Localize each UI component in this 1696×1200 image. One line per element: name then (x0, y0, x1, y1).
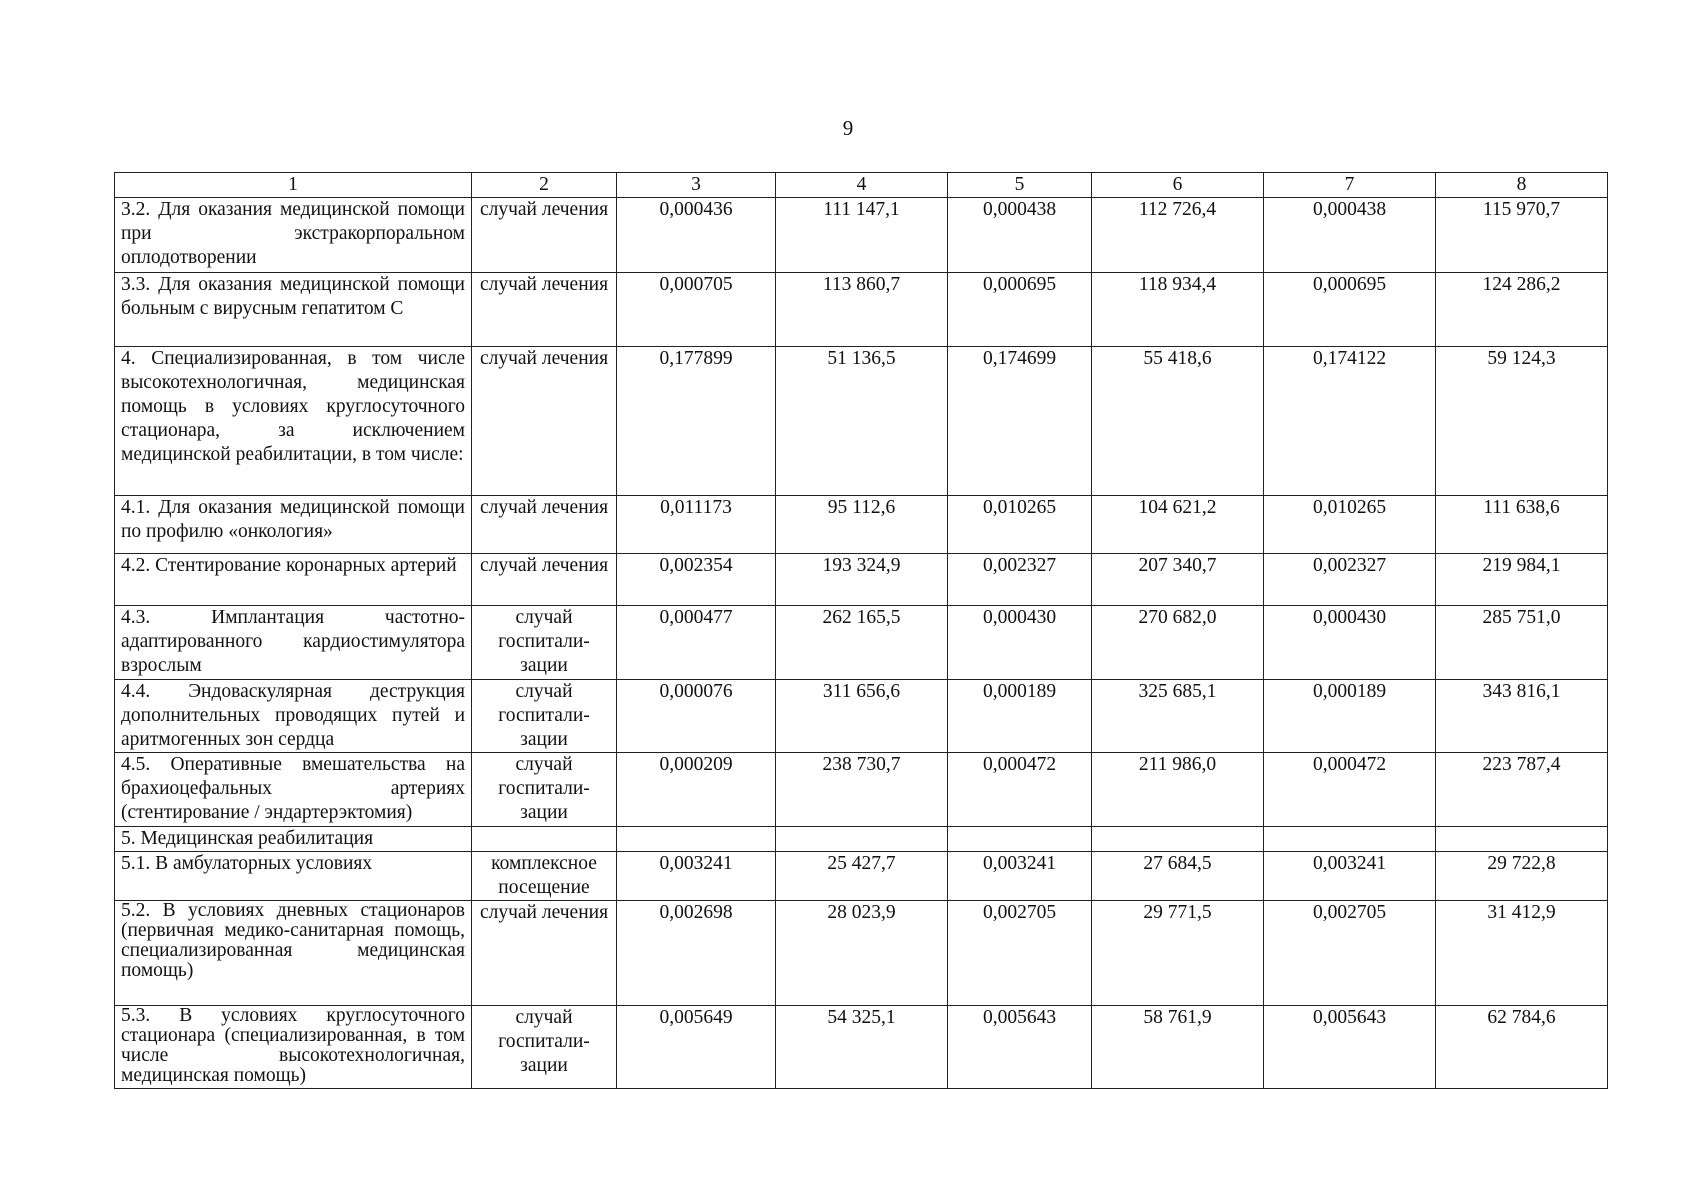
value-cell: 0,005649 (617, 1006, 776, 1089)
header-cell: 3 (617, 173, 776, 198)
table-row (115, 198, 1608, 273)
value-cell: 0,000209 (617, 753, 776, 827)
value-cell: 0,002327 (1264, 554, 1436, 606)
value-cell: 0,000472 (1264, 753, 1436, 827)
value-cell: 0,000705 (617, 273, 776, 347)
value-cell: 223 787,4 (1436, 753, 1608, 827)
value-cell: 31 412,9 (1436, 901, 1608, 1006)
row-unit-cell (472, 827, 617, 852)
row-unit-cell: случай госпитали-зации (472, 753, 617, 827)
value-cell: 0,000695 (948, 273, 1092, 347)
value-cell: 111 147,1 (776, 198, 948, 273)
value-cell: 55 418,6 (1092, 347, 1264, 496)
value-cell: 0,010265 (1264, 496, 1436, 554)
row-unit-cell: случай лечения (472, 273, 617, 347)
header-cell: 1 (115, 173, 472, 198)
table-row (115, 273, 1608, 347)
value-cell: 0,000430 (1264, 606, 1436, 680)
row-name-cell: 5.1. В амбулаторных условиях (115, 852, 472, 901)
value-cell: 27 684,5 (1092, 852, 1264, 901)
value-cell: 0,000695 (1264, 273, 1436, 347)
row-unit-cell: случай лечения (472, 554, 617, 606)
row-unit-cell: случай госпитали-зации (472, 1006, 617, 1089)
row-name-cell: 4.3. Имплантация частотно-адаптированного кардиостимулятора взрослым (115, 606, 472, 680)
value-cell: 238 730,7 (776, 753, 948, 827)
value-cell: 0,002705 (1264, 901, 1436, 1006)
row-unit-cell: случай лечения (472, 901, 617, 1006)
value-cell: 262 165,5 (776, 606, 948, 680)
value-cell: 0,002327 (948, 554, 1092, 606)
value-cell: 59 124,3 (1436, 347, 1608, 496)
table-header-row (115, 173, 1608, 198)
table-row (115, 606, 1608, 680)
value-cell: 29 722,8 (1436, 852, 1608, 901)
value-cell: 111 638,6 (1436, 496, 1608, 554)
value-cell: 58 761,9 (1092, 1006, 1264, 1089)
value-cell: 25 427,7 (776, 852, 948, 901)
table-body (115, 173, 1608, 1089)
value-cell: 54 325,1 (776, 1006, 948, 1089)
value-cell: 0,005643 (948, 1006, 1092, 1089)
value-cell (1264, 827, 1436, 852)
row-unit-cell: случай лечения (472, 496, 617, 554)
value-cell: 0,003241 (1264, 852, 1436, 901)
value-cell: 51 136,5 (776, 347, 948, 496)
header-cell: 2 (472, 173, 617, 198)
row-name-cell: 4.2. Стентирование коронарных артерий (115, 554, 472, 606)
row-name-cell: 4.4. Эндоваскулярная деструкция дополнительных проводящих путей и аритмогенных зон сердца (115, 680, 472, 753)
header-cell: 4 (776, 173, 948, 198)
value-cell: 0,000477 (617, 606, 776, 680)
value-cell: 343 816,1 (1436, 680, 1608, 753)
value-cell: 0,010265 (948, 496, 1092, 554)
value-cell: 0,011173 (617, 496, 776, 554)
value-cell: 95 112,6 (776, 496, 948, 554)
table-row (115, 496, 1608, 554)
table-row (115, 753, 1608, 827)
value-cell: 112 726,4 (1092, 198, 1264, 273)
header-cell: 6 (1092, 173, 1264, 198)
row-name-cell: 5.3. В условиях круглосуточного стационара (специализированная, в том числе высокотехнологичная, медицинская помощь) (115, 1006, 472, 1089)
value-cell: 28 023,9 (776, 901, 948, 1006)
row-name-cell: 5. Медицинская реабилитация (115, 827, 472, 852)
value-cell: 325 685,1 (1092, 680, 1264, 753)
value-cell: 113 860,7 (776, 273, 948, 347)
row-unit-cell: комплексное посещение (472, 852, 617, 901)
row-unit-cell: случай лечения (472, 347, 617, 496)
table-row (115, 827, 1608, 852)
table-row (115, 1006, 1608, 1089)
row-name-cell: 4.1. Для оказания медицинской помощи по профилю «онкология» (115, 496, 472, 554)
value-cell (1436, 827, 1608, 852)
row-name-cell: 3.3. Для оказания медицинской помощи больным с вирусным гепатитом С (115, 273, 472, 347)
value-cell: 0,000436 (617, 198, 776, 273)
value-cell: 0,002354 (617, 554, 776, 606)
row-name-cell: 3.2. Для оказания медицинской помощи при экстракорпоральном оплодотворении (115, 198, 472, 273)
value-cell: 0,174122 (1264, 347, 1436, 496)
value-cell: 193 324,9 (776, 554, 948, 606)
table-row (115, 347, 1608, 496)
value-cell: 0,002705 (948, 901, 1092, 1006)
value-cell: 270 682,0 (1092, 606, 1264, 680)
value-cell: 0,000189 (1264, 680, 1436, 753)
value-cell: 311 656,6 (776, 680, 948, 753)
value-cell: 115 970,7 (1436, 198, 1608, 273)
value-cell: 211 986,0 (1092, 753, 1264, 827)
value-cell: 0,000438 (948, 198, 1092, 273)
table-row (115, 901, 1608, 1006)
value-cell: 285 751,0 (1436, 606, 1608, 680)
data-table (114, 172, 1608, 1089)
value-cell: 104 621,2 (1092, 496, 1264, 554)
header-cell: 7 (1264, 173, 1436, 198)
value-cell (1092, 827, 1264, 852)
row-name-cell: 4.5. Оперативные вмешательства на брахиоцефальных артериях (стентирование / эндартерэктомия) (115, 753, 472, 827)
value-cell: 0,003241 (617, 852, 776, 901)
value-cell: 0,000438 (1264, 198, 1436, 273)
value-cell: 118 934,4 (1092, 273, 1264, 347)
table-row (115, 680, 1608, 753)
value-cell: 0,000430 (948, 606, 1092, 680)
value-cell: 0,005643 (1264, 1006, 1436, 1089)
value-cell: 0,002698 (617, 901, 776, 1006)
header-cell: 5 (948, 173, 1092, 198)
value-cell (776, 827, 948, 852)
value-cell: 0,000076 (617, 680, 776, 753)
table-row (115, 554, 1608, 606)
value-cell: 0,003241 (948, 852, 1092, 901)
row-unit-cell: случай госпитали-зации (472, 606, 617, 680)
value-cell: 124 286,2 (1436, 273, 1608, 347)
row-unit-cell: случай лечения (472, 198, 617, 273)
value-cell (948, 827, 1092, 852)
value-cell: 207 340,7 (1092, 554, 1264, 606)
value-cell: 0,174699 (948, 347, 1092, 496)
row-unit-cell: случай госпитали-зации (472, 680, 617, 753)
value-cell: 219 984,1 (1436, 554, 1608, 606)
page-number: 9 (842, 116, 854, 140)
value-cell: 0,177899 (617, 347, 776, 496)
value-cell (617, 827, 776, 852)
header-cell: 8 (1436, 173, 1608, 198)
table-row (115, 852, 1608, 901)
row-name-cell: 4. Специализированная, в том числе высокотехнологичная, медицинская помощь в условиях круглосуточного стационара, за исключением медицинской реабилитации, в том числе: (115, 347, 472, 496)
value-cell: 62 784,6 (1436, 1006, 1608, 1089)
value-cell: 0,000472 (948, 753, 1092, 827)
value-cell: 0,000189 (948, 680, 1092, 753)
value-cell: 29 771,5 (1092, 901, 1264, 1006)
row-name-cell: 5.2. В условиях дневных стационаров (первичная медико-санитарная помощь, специализированная медицинская помощь) (115, 901, 472, 1006)
